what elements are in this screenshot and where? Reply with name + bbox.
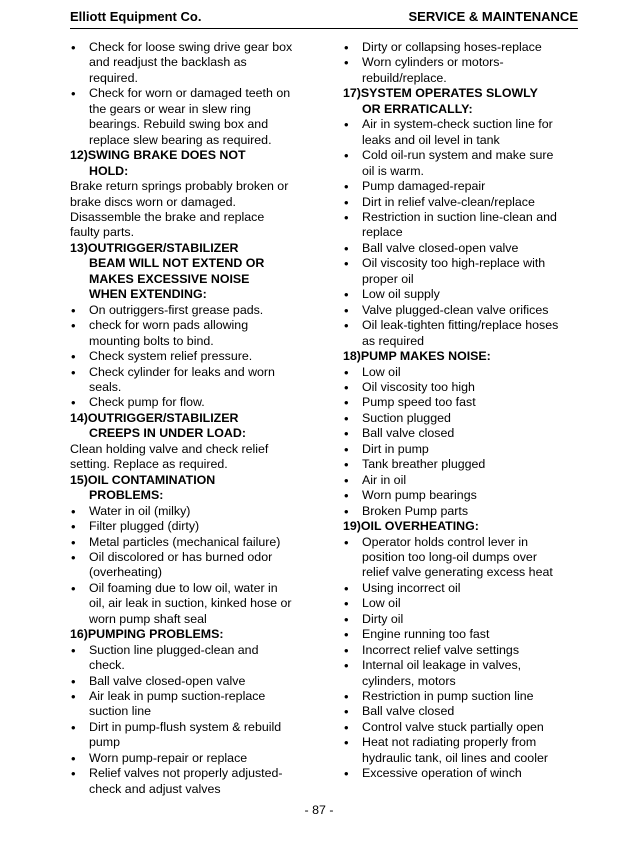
text-line: • Low oil — [362, 596, 401, 611]
text-line: • Oil leak-tighten fitting/replace hoses — [362, 318, 559, 333]
list-item — [343, 488, 583, 503]
list-item — [343, 643, 583, 658]
text-line: oil is warm. — [362, 163, 424, 178]
list-item — [343, 148, 583, 179]
oil-contamination-list — [70, 504, 310, 628]
text-line: • Air leak in pump suction-replace — [89, 689, 266, 704]
list-item — [70, 349, 310, 364]
list-item — [343, 766, 583, 781]
outrigger-creeps-text — [70, 442, 310, 473]
system-slow-list — [343, 117, 583, 349]
list-item — [343, 689, 583, 704]
list-item — [343, 504, 583, 519]
text-line: • Engine running too fast — [362, 627, 490, 642]
text-line: • Dirt in pump-flush system & rebuild — [89, 719, 282, 734]
section-title: SERVICE & MAINTENANCE — [408, 9, 578, 24]
list-item — [343, 241, 583, 256]
pumping-problems-list — [70, 643, 310, 798]
text-line: rebuild/replace. — [362, 70, 447, 85]
text-line: • Oil viscosity too high-replace with — [362, 256, 546, 271]
text-line: • Ball valve closed — [362, 704, 455, 719]
list-item — [343, 195, 583, 210]
text-line: Brake return springs probably broken or — [70, 179, 289, 194]
list-item — [343, 596, 583, 611]
text-line: replace slew bearing as required. — [89, 132, 272, 147]
text-line: PROBLEMS: — [89, 488, 164, 503]
text-line: • Excessive operation of winch — [362, 766, 522, 781]
list-item — [343, 535, 583, 581]
page-number: - 87 - — [304, 803, 334, 817]
list-item — [343, 210, 583, 241]
text-line: setting. Replace as required. — [70, 457, 228, 472]
text-line: CREEPS IN UNDER LOAD: — [89, 426, 246, 441]
heading-pump-noise — [343, 349, 583, 364]
text-line: • Using incorrect oil — [362, 580, 461, 595]
text-line: 13)OUTRIGGER/STABILIZER — [70, 240, 239, 255]
text-line: 14)OUTRIGGER/STABILIZER — [70, 410, 239, 425]
list-item — [343, 612, 583, 627]
list-item — [343, 720, 583, 735]
text-line: 15)OIL CONTAMINATION — [70, 472, 216, 487]
list-item — [70, 86, 310, 148]
text-line: replace — [362, 225, 403, 240]
list-item — [70, 674, 310, 689]
list-item — [343, 55, 583, 86]
text-line: • On outriggers-first grease pads. — [89, 302, 264, 317]
heading-outrigger-extend — [70, 241, 310, 303]
list-item — [343, 117, 583, 148]
list-item — [70, 395, 310, 410]
text-line: as required — [362, 333, 424, 348]
text-line: cylinders, motors — [362, 673, 456, 688]
list-item — [343, 395, 583, 410]
text-line: • Check pump for flow. — [89, 395, 205, 410]
list-item — [70, 689, 310, 720]
list-item — [70, 519, 310, 534]
text-line: proper oil — [362, 271, 414, 286]
text-line: • check for worn pads allowing — [89, 318, 249, 333]
list-item — [343, 581, 583, 596]
text-line: • Oil viscosity too high — [362, 379, 475, 394]
text-line: bearings. Rebuild swing box and — [89, 117, 269, 132]
list-item — [70, 303, 310, 318]
heading-system-slow — [343, 86, 583, 117]
text-line: worn pump shaft seal — [89, 611, 207, 626]
heading-pumping-problems — [70, 627, 310, 642]
text-line: • Tank breather plugged — [362, 457, 486, 472]
text-line: • Valve plugged-clean valve orifices — [362, 302, 549, 317]
text-line: • Operator holds control lever in — [362, 534, 528, 549]
text-line: • Check for worn or damaged teeth on — [89, 86, 291, 101]
text-line: • Oil discolored or has burned odor — [89, 549, 273, 564]
text-line: • Worn pump bearings — [362, 488, 477, 503]
text-line: • Relief valves not properly adjusted- — [89, 766, 283, 781]
text-line: • Control valve stuck partially open — [362, 719, 544, 734]
text-line: • Filter plugged (dirty) — [89, 519, 200, 534]
text-line: check and adjust valves — [89, 781, 221, 796]
text-line: • Restriction in suction line-clean and — [362, 209, 557, 224]
text-line: 16)PUMPING PROBLEMS: — [70, 627, 224, 642]
heading-oil-overheating — [343, 519, 583, 534]
outrigger-extend-list — [70, 303, 310, 411]
text-line: required. — [89, 70, 138, 85]
list-item — [343, 426, 583, 441]
text-line: • Worn pump-repair or replace — [89, 750, 248, 765]
heading-oil-contamination — [70, 473, 310, 504]
list-item — [343, 318, 583, 349]
heading-swing-brake — [70, 148, 310, 179]
list-item — [343, 457, 583, 472]
text-line: 12)SWING BRAKE DOES NOT — [70, 148, 246, 163]
swing-brake-text — [70, 179, 310, 241]
text-line: • Internal oil leakage in valves, — [362, 658, 522, 673]
text-line: the gears or wear in slew ring — [89, 101, 251, 116]
text-line: • Metal particles (mechanical failure) — [89, 534, 281, 549]
right-column — [343, 40, 583, 782]
list-item — [343, 380, 583, 395]
text-line: • Suction plugged — [362, 410, 451, 425]
list-item — [343, 179, 583, 194]
text-line: relief valve generating excess heat — [362, 565, 553, 580]
text-line: • Oil foaming due to low oil, water in — [89, 580, 278, 595]
swing-gear-list — [70, 40, 310, 148]
text-line: • Dirt in relief valve-clean/replace — [362, 194, 535, 209]
heading-outrigger-creeps — [70, 411, 310, 442]
text-line: • Broken Pump parts — [362, 503, 469, 518]
list-item — [343, 473, 583, 488]
list-item — [343, 704, 583, 719]
text-line: Clean holding valve and check relief — [70, 441, 269, 456]
list-item — [343, 287, 583, 302]
text-line: Disassemble the brake and replace — [70, 209, 265, 224]
text-line: suction line — [89, 704, 151, 719]
text-line: • Water in oil (milky) — [89, 503, 191, 518]
list-item — [70, 550, 310, 581]
list-item — [70, 766, 310, 797]
text-line: • Worn cylinders or motors- — [362, 55, 504, 70]
list-item — [343, 442, 583, 457]
company-name: Elliott Equipment Co. — [70, 9, 202, 24]
page-header — [70, 8, 578, 29]
text-line: pump — [89, 735, 120, 750]
list-item — [70, 504, 310, 519]
text-line: • Low oil supply — [362, 287, 440, 302]
list-item — [70, 581, 310, 627]
list-item — [70, 318, 310, 349]
left-column — [70, 40, 310, 797]
text-line: • Restriction in pump suction line — [362, 689, 534, 704]
text-line: • Heat not radiating properly from — [362, 735, 537, 750]
list-item — [343, 411, 583, 426]
list-item — [343, 658, 583, 689]
text-line: • Pump speed too fast — [362, 395, 476, 410]
text-line: WHEN EXTENDING: — [89, 287, 207, 302]
text-line: 17)SYSTEM OPERATES SLOWLY — [343, 86, 538, 101]
list-item — [70, 535, 310, 550]
text-line: • Low oil — [362, 364, 401, 379]
text-line: • Suction line plugged-clean and — [89, 642, 259, 657]
list-item — [343, 303, 583, 318]
text-line: • Ball valve closed-open valve — [89, 673, 246, 688]
list-item — [343, 365, 583, 380]
list-item — [343, 256, 583, 287]
text-line: seals. — [89, 379, 122, 394]
pumping-problems-list-cont — [343, 40, 583, 86]
text-line: • Ball valve closed — [362, 426, 455, 441]
text-line: 19)OIL OVERHEATING: — [343, 519, 479, 534]
text-line: faulty parts. — [70, 225, 135, 240]
text-line: • Dirt in pump — [362, 441, 429, 456]
text-line: OR ERRATICALLY: — [362, 101, 473, 116]
text-line: 18)PUMP MAKES NOISE: — [343, 349, 491, 364]
text-line: check. — [89, 658, 125, 673]
list-item — [70, 40, 310, 86]
text-line: • Check for loose swing drive gear box — [89, 40, 293, 54]
text-line: BEAM WILL NOT EXTEND OR — [89, 256, 265, 271]
list-item — [343, 735, 583, 766]
text-line: mounting bolts to bind. — [89, 333, 214, 348]
text-line: • Ball valve closed-open valve — [362, 240, 519, 255]
text-line: • Air in system-check suction line for — [362, 117, 553, 132]
text-line: (overheating) — [89, 565, 163, 580]
list-item — [343, 627, 583, 642]
text-line: MAKES EXCESSIVE NOISE — [89, 271, 250, 286]
list-item — [343, 40, 583, 55]
list-item — [70, 643, 310, 674]
text-line: leaks and oil level in tank — [362, 132, 500, 147]
text-line: • Pump damaged-repair — [362, 179, 486, 194]
text-line: HOLD: — [89, 163, 129, 178]
text-line: • Dirty oil — [362, 611, 404, 626]
list-item — [70, 720, 310, 751]
text-line: • Check cylinder for leaks and worn — [89, 364, 275, 379]
list-item — [70, 365, 310, 396]
text-line: • Cold oil-run system and make sure — [362, 148, 554, 163]
text-line: and readjust the backlash as — [89, 55, 247, 70]
list-item — [70, 751, 310, 766]
text-line: • Incorrect relief valve settings — [362, 642, 520, 657]
text-line: position too long-oil dumps over — [362, 549, 537, 564]
oil-overheating-list — [343, 535, 583, 782]
text-line: oil, air leak in suction, kinked hose or — [89, 596, 292, 611]
pump-noise-list — [343, 365, 583, 520]
text-line: • Check system relief pressure. — [89, 349, 253, 364]
text-line: brake discs worn or damaged. — [70, 194, 236, 209]
text-line: hydraulic tank, oil lines and cooler — [362, 750, 548, 765]
text-line: • Dirty or collapsing hoses-replace — [362, 40, 542, 54]
text-line: • Air in oil — [362, 472, 407, 487]
